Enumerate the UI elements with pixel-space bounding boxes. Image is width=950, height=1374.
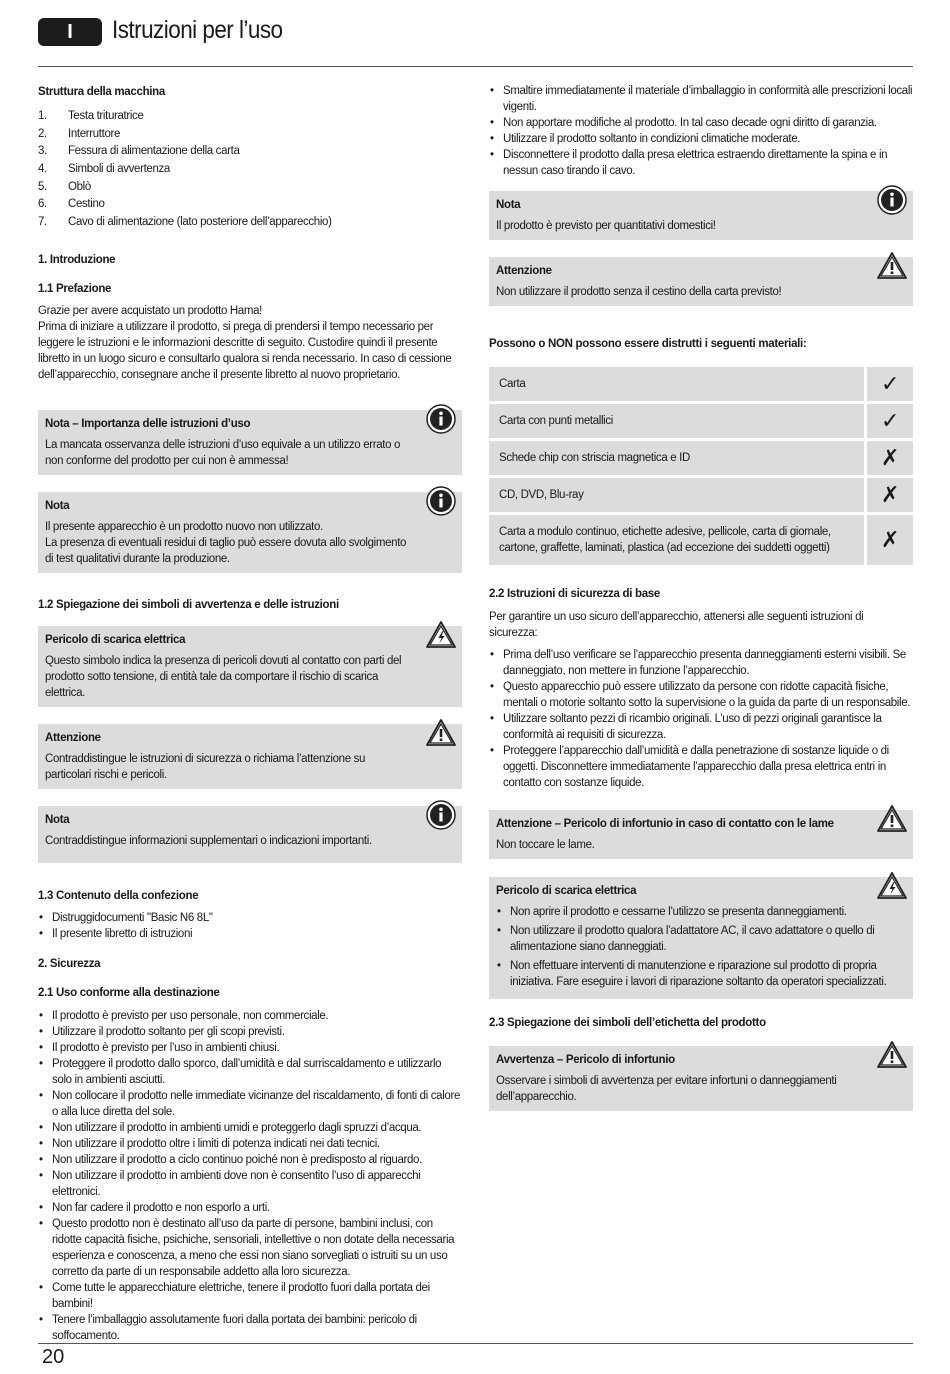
- note-box-text: La mancata osservanza delle istruzioni d’uso equivale a un utilizzo errato o non conforme del prodotto per cui non è ammessa!: [45, 438, 401, 467]
- structure-title: Struttura della macchina: [38, 86, 166, 98]
- list-item: • Utilizzare soltanto pezzi di ricambio originali. L’uso di pezzi originali garantisce la conformità ai requisiti di sicurezza.: [489, 711, 913, 743]
- table-row: [489, 367, 913, 401]
- electric-hazard-icon: [877, 871, 907, 901]
- right-column: [489, 80, 913, 1111]
- electric-hazard-box-2: [489, 877, 913, 999]
- note-box-text: Il presente apparecchio è un prodotto nuovo non utilizzato.: [45, 520, 323, 533]
- materials-table: [489, 364, 913, 568]
- note-box-title: Nota: [496, 199, 521, 211]
- info-icon: [426, 404, 456, 434]
- list-item: 6. Cestino: [38, 198, 105, 211]
- checkmark-icon: ✓: [867, 367, 913, 401]
- electric-hazard-box: [38, 626, 462, 707]
- note-box-text: Non toccare le lame.: [496, 839, 595, 851]
- list-item: • Proteggere l’apparecchio dall’umidità e dalla penetrazione di sostanze liquide o di oggetti. Disconnettere immediatamente l’apparecchio dalla presa elettrica entri in contatto con sostanze liquide.: [489, 743, 913, 791]
- section-title-intended-use: 2.1 Uso conforme alla destinazione: [38, 986, 220, 999]
- note-box-text: Contraddistingue le istruzioni di sicurezza o richiama l’attenzione su particolari rischi e pericoli.: [45, 752, 366, 781]
- list-item: 7. Cavo di alimentazione (lato posteriore dell’apparecchio): [38, 216, 332, 229]
- list-item: • Il presente libretto di istruzioni: [38, 926, 462, 942]
- table-row: [489, 441, 913, 475]
- material-name: Schede chip con striscia magnetica e ID: [489, 441, 867, 475]
- list-item: 4. Simboli di avvertenza: [38, 163, 170, 176]
- note-box-importance: [38, 410, 462, 475]
- note-box-title: Attenzione: [496, 265, 552, 277]
- list-item: 1. Testa trituratrice: [38, 110, 144, 122]
- intended-use-list-continued: [489, 83, 913, 179]
- info-icon: [426, 800, 456, 830]
- note-box-title: Nota – Importanza delle istruzioni d’uso: [45, 417, 251, 430]
- electric-hazard-icon: [426, 620, 456, 650]
- note-box-text: Contraddistingue informazioni supplementari o indicazioni importanti.: [45, 834, 372, 847]
- note-box-title: Nota: [45, 499, 70, 512]
- list-item: • Tenere l’imballaggio assolutamente fuori dalla portata dei bambini: pericolo di soffocamento.: [38, 1312, 462, 1344]
- list-item: • Il prodotto è previsto per l’uso in ambienti chiusi.: [38, 1040, 462, 1056]
- list-item: 3. Fessura di alimentazione della carta: [38, 145, 240, 158]
- section-title-preface: 1.1 Prefazione: [38, 282, 112, 295]
- checkmark-icon: ✓: [867, 404, 913, 438]
- basic-safety-list: [489, 647, 913, 791]
- list-item: • Proteggere il prodotto dallo sporco, dall’umidità e dal surriscaldamento e utilizzarlo solo in ambienti asciutti.: [38, 1056, 462, 1088]
- list-item: • Non utilizzare il prodotto in ambienti umidi e proteggerlo dagli spruzzi d’acqua.: [38, 1120, 462, 1136]
- list-item: • Non utilizzare il prodotto a ciclo continuo poiché non è predisposto al riguardo.: [38, 1152, 462, 1168]
- note-box-title: Avvertenza – Pericolo di infortunio: [496, 1054, 675, 1066]
- list-item: • Utilizzare il prodotto soltanto in condizioni climatiche moderate.: [489, 131, 913, 147]
- list-item: • Non aprire il prodotto e cessarne l’utilizzo se presenta danneggiamenti.: [496, 904, 907, 920]
- list-item: 2. Interruttore: [38, 127, 121, 140]
- warning-icon: [877, 804, 907, 834]
- list-item: • Non collocare il prodotto nelle immediate vicinanze del riscaldamento, di fonti di calore o alla luce diretta del sole.: [38, 1088, 462, 1120]
- structure-list: [38, 108, 462, 232]
- warning-icon: [877, 1040, 907, 1070]
- table-row: [489, 515, 913, 565]
- injury-warning-box: [489, 1046, 913, 1111]
- note-box-info: [38, 806, 462, 863]
- list-item: 5. Oblò: [38, 180, 91, 193]
- note-box-title: Attenzione – Pericolo di infortunio in caso di contatto con le lame: [496, 818, 834, 830]
- note-box-new-product: [38, 492, 462, 573]
- list-item: • Prima dell’uso verificare se l’apparecchio presenta danneggiamenti esterni visibili. Se danneggiato, non mettere in funzione l’apparecchio.: [489, 647, 913, 679]
- info-icon: [426, 486, 456, 516]
- section-title-package: 1.3 Contenuto della confezione: [38, 889, 199, 902]
- info-icon: [877, 185, 907, 215]
- cross-icon: ✗: [867, 515, 913, 565]
- note-box-title: Pericolo di scarica elettrica: [496, 885, 637, 897]
- list-item: • Disconnettere il prodotto dalla presa elettrica estraendo direttamente la spina e in nessun caso tirando il cavo.: [489, 147, 913, 179]
- section-title-symbols: 1.2 Spiegazione dei simboli di avvertenza e delle istruzioni: [38, 598, 339, 611]
- section-title-introduction: 1. Introduzione: [38, 253, 116, 266]
- blade-warning-box: [489, 810, 913, 859]
- list-item: • Non apportare modifiche al prodotto. In tal caso decade ogni diritto di garanzia.: [489, 115, 913, 131]
- list-item: • Non utilizzare il prodotto qualora l’adattatore AC, il cavo adattatore o quello di alimentazione siano danneggiati.: [496, 923, 907, 955]
- section-title-safety: 2. Sicurezza: [38, 957, 101, 970]
- list-item: • Non far cadere il prodotto e non esporlo a urti.: [38, 1200, 462, 1216]
- note-box-text: Il prodotto è previsto per quantitativi domestici!: [496, 220, 716, 232]
- note-box-title: Nota: [45, 813, 70, 826]
- material-name: Carta: [489, 367, 867, 401]
- attention-box-basket: [489, 257, 913, 306]
- page-title: Istruzioni per l’uso: [112, 16, 283, 44]
- cross-icon: ✗: [867, 441, 913, 475]
- list-item: • Come tutte le apparecchiature elettriche, tenere il prodotto fuori dalla portata dei bambini!: [38, 1280, 462, 1312]
- left-column: [38, 80, 462, 1344]
- list-item: • Non effettuare interventi di manutenzione e riparazione sul prodotto di propria iniziativa. Fare eseguire i lavori di riparazione soltanto da operatori specializzati.: [496, 958, 907, 990]
- list-item: • Il prodotto è previsto per uso personale, non commerciale.: [38, 1008, 462, 1024]
- header-rule: [38, 66, 913, 67]
- preface-thanks: Grazie per avere acquistato un prodotto Hama!: [38, 304, 262, 317]
- list-item: • Smaltire immediatamente il materiale d’imballaggio in conformità alle prescrizioni locali vigenti.: [489, 83, 913, 115]
- warning-icon: [426, 718, 456, 748]
- table-row: [489, 478, 913, 512]
- electric-hazard-list: [496, 904, 907, 990]
- note-box-title: Pericolo di scarica elettrica: [45, 633, 186, 646]
- intended-use-list: [38, 1008, 462, 1344]
- cross-icon: ✗: [867, 478, 913, 512]
- list-item: • Non utilizzare il prodotto in ambienti dove non è consentito l’uso di apparecchi elettronici.: [38, 1168, 462, 1200]
- list-item: • Questo apparecchio può essere utilizzato da persone con ridotte capacità fisiche, mentali o motorie soltanto sotto la supervisione o la guida da parte di un responsabile.: [489, 679, 913, 711]
- attention-box: [38, 724, 462, 789]
- preface-body: Prima di iniziare a utilizzare il prodotto, si prega di prendersi il tempo necessario per leggere le istruzioni e le informazioni descritte di seguito. Custodire quindi il presente libretto in un luogo sicuro e consultarlo qualora si renda necessario. In caso di cessione dell’apparecchio, consegnare anche il presente libretto al nuovo proprietario.: [38, 320, 452, 381]
- warning-icon: [877, 251, 907, 281]
- package-list: [38, 910, 462, 942]
- list-item: • Questo prodotto non è destinato all’uso da parte di persone, bambini inclusi, con ridotte capacità fisiche, psichiche, sensoriali, intellettive o non dotate della necessaria esperienza e conoscenza, a meno che essi non siano sorvegliati o istruiti su un uso corretto da parte di un responsabile addetto alla loro sicurezza.: [38, 1216, 462, 1280]
- list-item: • Utilizzare il prodotto soltanto per gli scopi previsti.: [38, 1024, 462, 1040]
- note-box-text: Osservare i simboli di avvertenza per evitare infortuni o danneggiamenti dell’apparecchio.: [496, 1075, 837, 1103]
- basic-safety-intro: Per garantire un uso sicuro dell’apparecchio, attenersi alle seguenti istruzioni di sicurezza:: [489, 611, 864, 639]
- note-box-text: Questo simbolo indica la presenza di pericoli dovuti al contatto con parti del prodotto sotto tensione, di entità tale da comportare il rischio di scarica elettrica.: [45, 654, 402, 699]
- material-name: Carta con punti metallici: [489, 404, 867, 438]
- page-number: 20: [42, 1346, 65, 1368]
- section-title-basic-safety: 2.2 Istruzioni di sicurezza di base: [489, 588, 661, 600]
- material-name: Carta a modulo continuo, etichette adesive, pellicole, carta di giornale, cartone, graffette, laminati, plastica (ad eccezione dei suddetti oggetti): [489, 515, 867, 565]
- note-box-domestic: [489, 191, 913, 240]
- material-name: CD, DVD, Blu-ray: [489, 478, 867, 512]
- footer-rule: [38, 1343, 913, 1344]
- note-box-text: La presenza di eventuali residui di taglio può essere dovuta allo svolgimento di test qualitativi durante la produzione.: [45, 536, 407, 565]
- section-title-label-symbols: 2.3 Spiegazione dei simboli dell’etichetta del prodotto: [489, 1017, 766, 1029]
- materials-title: Possono o NON possono essere distrutti i seguenti materiali:: [489, 338, 807, 350]
- note-box-title: Attenzione: [45, 731, 101, 744]
- note-box-text: Non utilizzare il prodotto senza il cestino della carta previsto!: [496, 286, 782, 298]
- list-item: • Non utilizzare il prodotto oltre i limiti di potenza indicati nei dati tecnici.: [38, 1136, 462, 1152]
- list-item: • Distruggidocumenti "Basic N6 8L": [38, 910, 462, 926]
- table-row: [489, 404, 913, 438]
- language-tab: I: [38, 18, 102, 46]
